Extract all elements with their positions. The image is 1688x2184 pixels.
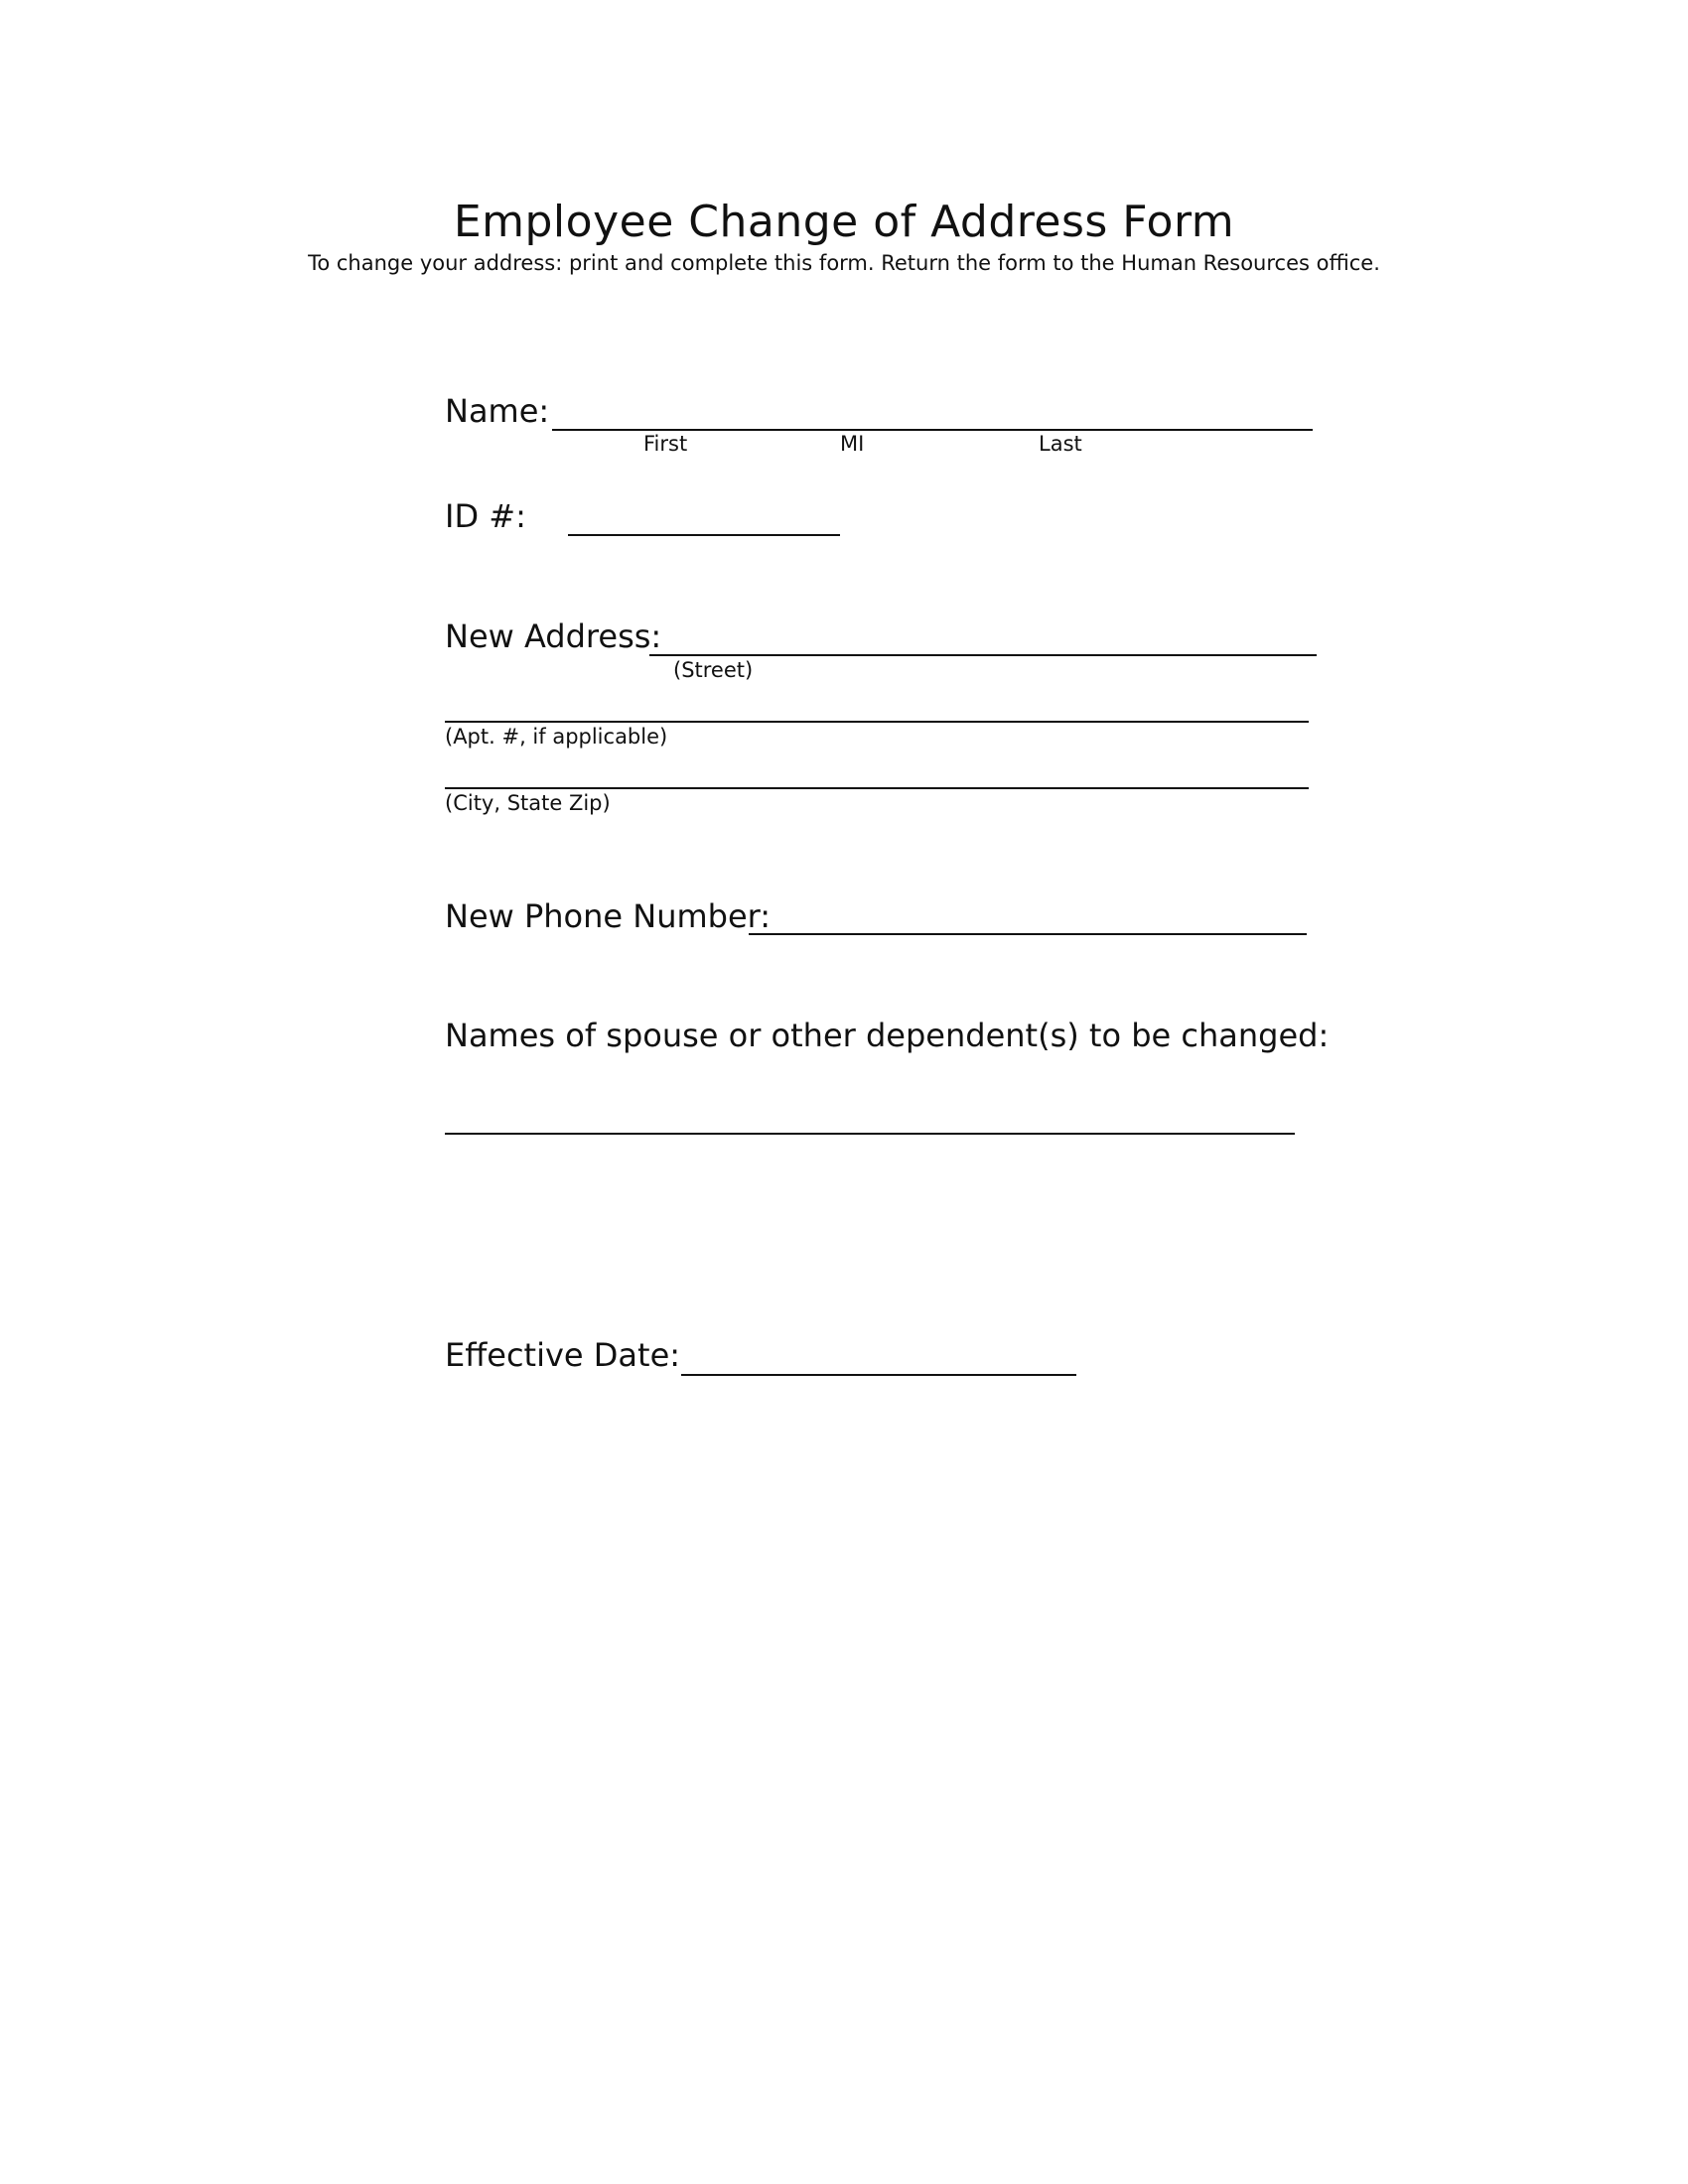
dependents-label: Names of spouse or other dependent(s) to be changed:	[445, 1017, 1330, 1054]
city-state-zip-field-line[interactable]	[445, 787, 1309, 789]
page-instructions: To change your address: print and complete this form. Return the form to the Human Resources office.	[308, 251, 1380, 275]
page-title: Employee Change of Address Form	[453, 197, 1235, 247]
apt-field-line[interactable]	[445, 721, 1309, 723]
id-field-line[interactable]	[568, 534, 840, 536]
id-label: ID #:	[445, 497, 526, 535]
effective-date-label: Effective Date:	[445, 1336, 681, 1374]
city-state-zip-caption: (City, State Zip)	[445, 791, 611, 815]
new-address-label: New Address:	[445, 617, 662, 655]
apt-caption: (Apt. #, if applicable)	[445, 725, 668, 749]
street-caption: (Street)	[673, 658, 754, 682]
name-first-caption: First	[643, 432, 688, 456]
name-last-caption: Last	[1039, 432, 1082, 456]
phone-field-line[interactable]	[749, 933, 1307, 935]
name-label: Name:	[445, 392, 550, 430]
effective-date-field-line[interactable]	[681, 1374, 1076, 1376]
street-field-line[interactable]	[649, 654, 1317, 656]
name-mi-caption: MI	[840, 432, 865, 456]
new-phone-label: New Phone Number:	[445, 897, 772, 935]
dependents-field-line[interactable]	[445, 1133, 1295, 1135]
